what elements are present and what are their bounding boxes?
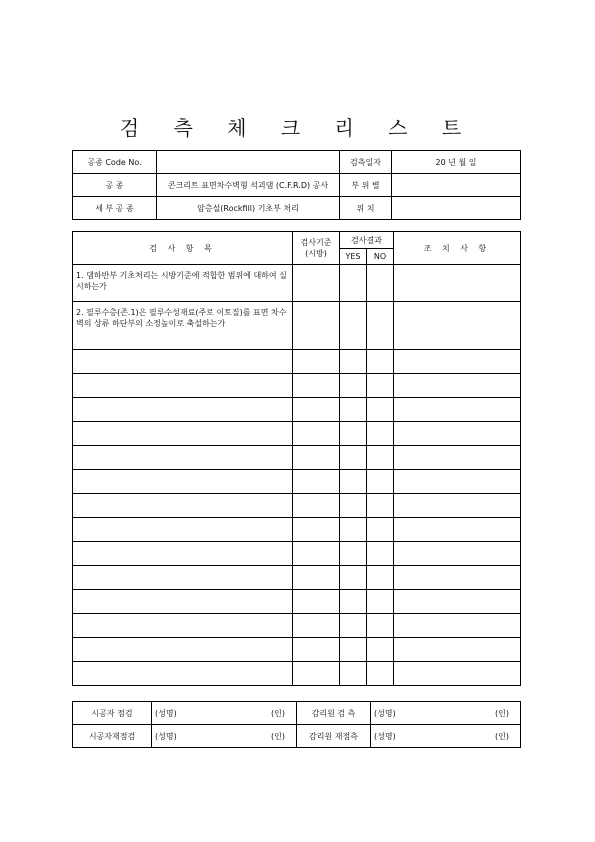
no-cell[interactable] xyxy=(367,398,394,422)
action-cell[interactable] xyxy=(394,518,521,542)
no-cell[interactable] xyxy=(367,446,394,470)
code-label: 공종 Code No. xyxy=(73,151,157,174)
item-cell[interactable] xyxy=(73,590,293,614)
action-cell[interactable] xyxy=(394,638,521,662)
work-label: 공 종 xyxy=(73,174,157,197)
name-label: (성명) xyxy=(155,731,177,741)
header-no: NO xyxy=(367,249,394,265)
seal-label: (인) xyxy=(271,731,285,741)
name-label: (성명) xyxy=(374,731,396,741)
action-cell[interactable] xyxy=(394,302,521,350)
table-row xyxy=(73,590,521,614)
standard-cell[interactable] xyxy=(293,398,340,422)
signature-table xyxy=(72,701,521,748)
item-cell[interactable] xyxy=(73,398,293,422)
work-value-field[interactable]: 콘크리트 표면차수벽형 석괴댐 (C.F.R.D) 공사 xyxy=(157,174,340,197)
supervisor-recheck-label: 감리원 재점측 xyxy=(297,725,371,748)
table-row xyxy=(73,398,521,422)
table-row xyxy=(73,470,521,494)
item-cell[interactable] xyxy=(73,350,293,374)
table-row xyxy=(73,614,521,638)
check-item-2: 2. 필루수층(존.1)은 필루수성재료(주로 이토질)를 표면 차수벽의 상류 하단부의 소정높이로 축설하는가 xyxy=(73,302,293,350)
contractor-recheck-label: 시공자재점검 xyxy=(73,725,152,748)
table-row xyxy=(73,518,521,542)
info-row-work xyxy=(73,174,521,197)
contractor-recheck-sign[interactable] xyxy=(152,725,297,748)
signature-row-2 xyxy=(73,725,521,748)
no-cell[interactable] xyxy=(367,662,394,686)
item-cell[interactable] xyxy=(73,542,293,566)
item-cell[interactable] xyxy=(73,638,293,662)
no-cell[interactable] xyxy=(367,638,394,662)
standard-cell[interactable] xyxy=(293,350,340,374)
action-cell[interactable] xyxy=(394,494,521,518)
action-cell[interactable] xyxy=(394,265,521,302)
no-cell[interactable] xyxy=(367,265,394,302)
no-cell[interactable] xyxy=(367,302,394,350)
supervisor-check-sign[interactable] xyxy=(371,702,521,725)
info-row-code xyxy=(73,151,521,174)
header-result: 검사결과 xyxy=(340,232,394,249)
seal-label: (인) xyxy=(495,708,509,718)
item-cell[interactable] xyxy=(73,518,293,542)
yes-cell[interactable] xyxy=(340,542,367,566)
item-cell[interactable] xyxy=(73,374,293,398)
yes-cell[interactable] xyxy=(340,302,367,350)
yes-cell[interactable] xyxy=(340,590,367,614)
standard-cell[interactable] xyxy=(293,638,340,662)
seal-label: (인) xyxy=(495,731,509,741)
item-cell[interactable] xyxy=(73,470,293,494)
standard-cell[interactable] xyxy=(293,662,340,686)
yes-cell[interactable] xyxy=(340,494,367,518)
standard-cell[interactable] xyxy=(293,302,340,350)
header-item: 검 사 항 목 xyxy=(73,232,293,265)
no-cell[interactable] xyxy=(367,518,394,542)
detail-label: 세 부 공 종 xyxy=(73,197,157,220)
no-cell[interactable] xyxy=(367,590,394,614)
location-label: 위 치 xyxy=(340,197,392,220)
table-row xyxy=(73,374,521,398)
standard-cell[interactable] xyxy=(293,518,340,542)
standard-cell[interactable] xyxy=(293,265,340,302)
yes-cell[interactable] xyxy=(340,662,367,686)
page-title: 검 측 체 크 리 스 트 xyxy=(119,116,476,140)
date-label: 검측일자 xyxy=(340,151,392,174)
action-cell[interactable] xyxy=(394,374,521,398)
name-label: (성명) xyxy=(374,708,396,718)
yes-cell[interactable] xyxy=(340,265,367,302)
yes-cell[interactable] xyxy=(340,446,367,470)
standard-cell[interactable] xyxy=(293,374,340,398)
no-cell[interactable] xyxy=(367,374,394,398)
action-cell[interactable] xyxy=(394,446,521,470)
standard-cell[interactable] xyxy=(293,614,340,638)
standard-cell[interactable] xyxy=(293,590,340,614)
info-table xyxy=(72,150,521,220)
no-cell[interactable] xyxy=(367,350,394,374)
location-value-field[interactable] xyxy=(392,197,521,220)
action-cell[interactable] xyxy=(394,422,521,446)
checklist-header-top xyxy=(73,232,521,249)
yes-cell[interactable] xyxy=(340,350,367,374)
detail-value-field[interactable]: 암층설(Rockfill) 기초부 처리 xyxy=(157,197,340,220)
no-cell[interactable] xyxy=(367,494,394,518)
yes-cell[interactable] xyxy=(340,518,367,542)
action-cell[interactable] xyxy=(394,470,521,494)
yes-cell[interactable] xyxy=(340,614,367,638)
signature-row-1 xyxy=(73,702,521,725)
action-cell[interactable] xyxy=(394,614,521,638)
empty-rows xyxy=(73,350,521,686)
table-row xyxy=(73,566,521,590)
action-cell[interactable] xyxy=(394,398,521,422)
check-item-1: 1. 댐하반부 기초처리는 시방기준에 적합한 범위에 대하여 실시하는가 xyxy=(73,265,293,302)
yes-cell[interactable] xyxy=(340,422,367,446)
seal-label: (인) xyxy=(271,708,285,718)
no-cell[interactable] xyxy=(367,422,394,446)
no-cell[interactable] xyxy=(367,542,394,566)
yes-cell[interactable] xyxy=(340,638,367,662)
table-row xyxy=(73,494,521,518)
action-cell[interactable] xyxy=(394,350,521,374)
item-cell[interactable] xyxy=(73,614,293,638)
code-value-field[interactable] xyxy=(157,151,340,174)
table-row xyxy=(73,422,521,446)
table-row xyxy=(73,542,521,566)
part-label: 부 위 별 xyxy=(340,174,392,197)
yes-cell[interactable] xyxy=(340,470,367,494)
yes-cell[interactable] xyxy=(340,374,367,398)
standard-cell[interactable] xyxy=(293,470,340,494)
header-standard: 검사기준 (시방) xyxy=(293,232,340,265)
action-cell[interactable] xyxy=(394,542,521,566)
header-action: 조 치 사 항 xyxy=(394,232,521,265)
item-cell[interactable] xyxy=(73,662,293,686)
action-cell[interactable] xyxy=(394,662,521,686)
yes-cell[interactable] xyxy=(340,566,367,590)
action-cell[interactable] xyxy=(394,590,521,614)
standard-cell[interactable] xyxy=(293,542,340,566)
table-row xyxy=(73,446,521,470)
info-row-detail xyxy=(73,197,521,220)
table-row xyxy=(73,638,521,662)
table-row xyxy=(73,662,521,686)
date-value-field[interactable]: 20 년 월 일 xyxy=(392,151,521,174)
standard-cell[interactable] xyxy=(293,422,340,446)
contractor-check-label: 시공자 점검 xyxy=(73,702,152,725)
header-yes: YES xyxy=(340,249,367,265)
standard-cell[interactable] xyxy=(293,494,340,518)
supervisor-check-label: 감리원 검 측 xyxy=(297,702,371,725)
no-cell[interactable] xyxy=(367,614,394,638)
contractor-check-sign[interactable] xyxy=(152,702,297,725)
item-cell[interactable] xyxy=(73,446,293,470)
checklist-table xyxy=(72,231,521,686)
supervisor-recheck-sign[interactable] xyxy=(371,725,521,748)
no-cell[interactable] xyxy=(367,566,394,590)
item-cell[interactable] xyxy=(73,566,293,590)
part-value-field[interactable] xyxy=(392,174,521,197)
action-cell[interactable] xyxy=(394,566,521,590)
no-cell[interactable] xyxy=(367,470,394,494)
table-row xyxy=(73,265,521,302)
standard-cell[interactable] xyxy=(293,566,340,590)
table-row xyxy=(73,302,521,350)
yes-cell[interactable] xyxy=(340,398,367,422)
standard-cell[interactable] xyxy=(293,446,340,470)
name-label: (성명) xyxy=(155,708,177,718)
item-cell[interactable] xyxy=(73,494,293,518)
table-row xyxy=(73,350,521,374)
item-cell[interactable] xyxy=(73,422,293,446)
